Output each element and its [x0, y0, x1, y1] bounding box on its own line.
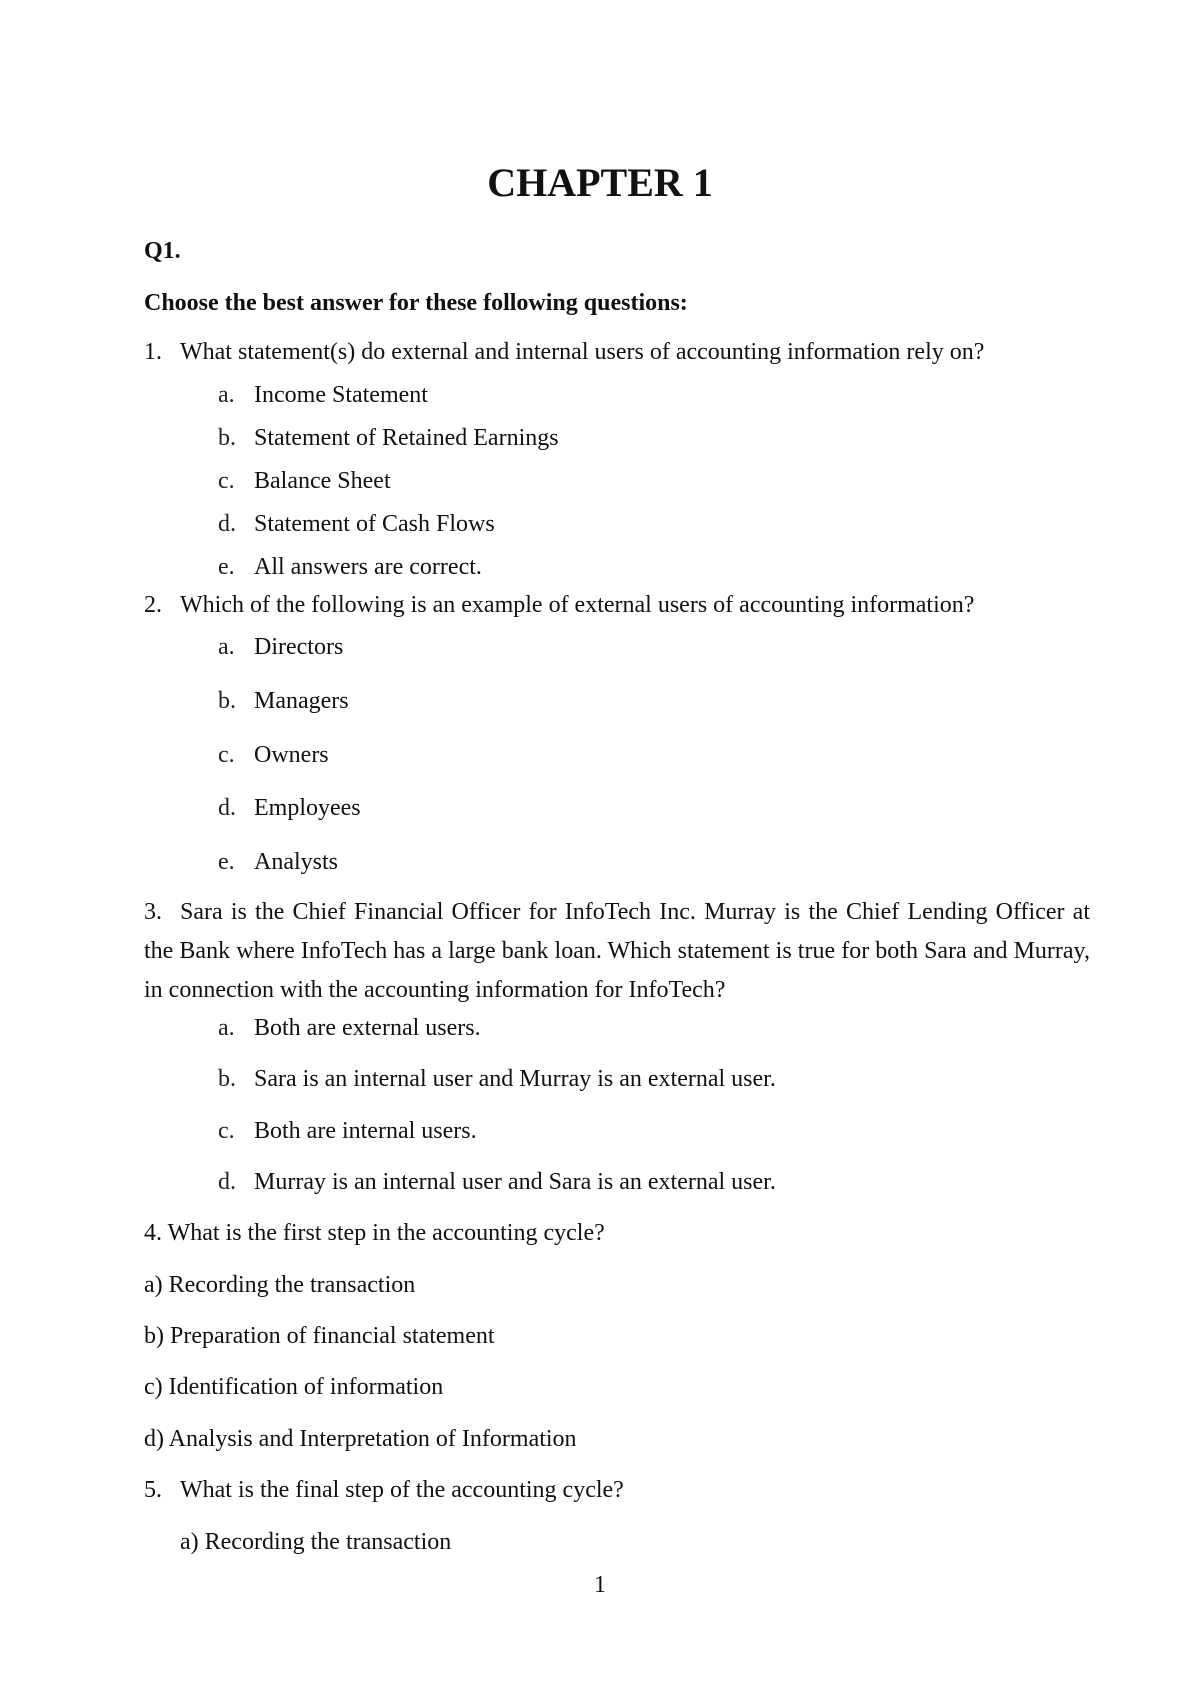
option-marker: b. — [218, 1066, 236, 1092]
option-text: Owners — [254, 742, 329, 768]
q2-option-a — [218, 632, 343, 662]
question-text: Sara is the Chief Financial Officer for InfoTech Inc. Murray is the Chief Lending Officer at the Bank where InfoTech has a large bank loan. Which statement is true for both Sara and Murray, in connection with the accounting information for InfoTech? — [144, 899, 1090, 1003]
option-marker: d. — [218, 1169, 236, 1195]
q3-option-c — [218, 1116, 477, 1146]
option-marker: a. — [218, 1015, 235, 1041]
option-marker: c. — [218, 742, 235, 768]
q2-option-b — [218, 686, 349, 716]
option-marker: a. — [218, 382, 235, 408]
section-label: Q1. — [144, 238, 181, 264]
option-marker: c. — [218, 1118, 235, 1144]
q5-option-a: a) Recording the transaction — [180, 1529, 452, 1555]
option-text: Income Statement — [254, 382, 428, 408]
q1-option-e — [218, 552, 482, 582]
option-text: Managers — [254, 688, 349, 714]
option-marker: b. — [218, 688, 236, 714]
question-5 — [144, 1475, 624, 1505]
option-marker: c. — [218, 468, 235, 494]
q1-option-d — [218, 509, 495, 539]
question-text: Which of the following is an example of external users of accounting information? — [180, 592, 975, 618]
question-number: 2. — [144, 592, 162, 618]
chapter-title: CHAPTER 1 — [487, 160, 713, 205]
question-4: 4. What is the first step in the accounting cycle? — [144, 1220, 605, 1246]
question-number: 3. — [144, 899, 162, 925]
option-marker: a. — [218, 634, 235, 660]
question-number: 5. — [144, 1477, 162, 1503]
question-text: What is the final step of the accounting cycle? — [180, 1477, 624, 1503]
question-2 — [144, 590, 974, 620]
option-text: All answers are correct. — [254, 554, 482, 580]
option-text: Statement of Retained Earnings — [254, 425, 559, 451]
option-marker: b. — [218, 425, 236, 451]
option-text: Statement of Cash Flows — [254, 511, 495, 537]
q1-option-b — [218, 423, 559, 453]
q3-option-b — [218, 1064, 776, 1094]
question-text: What statement(s) do external and internal users of accounting information rely on? — [180, 339, 985, 365]
option-marker: d. — [218, 795, 236, 821]
q4-option-a: a) Recording the transaction — [144, 1272, 416, 1298]
q4-option-d: d) Analysis and Interpretation of Information — [144, 1426, 577, 1452]
instruction-text: Choose the best answer for these following questions: — [144, 290, 688, 316]
option-marker: e. — [218, 849, 235, 875]
option-text: Both are external users. — [254, 1015, 481, 1041]
option-text: Murray is an internal user and Sara is an external user. — [254, 1169, 776, 1195]
option-text: Analysts — [254, 849, 338, 875]
q3-option-a — [218, 1013, 481, 1043]
option-marker: d. — [218, 511, 236, 537]
q4-option-c: c) Identification of information — [144, 1374, 444, 1400]
option-marker: e. — [218, 554, 235, 580]
question-number: 1. — [144, 339, 162, 365]
q4-option-b: b) Preparation of financial statement — [144, 1323, 495, 1349]
page-number: 1 — [594, 1572, 606, 1598]
q1-option-c — [218, 466, 391, 496]
question-1 — [144, 337, 984, 367]
q3-option-d — [218, 1167, 776, 1197]
question-3 — [144, 893, 1090, 1010]
q2-option-c — [218, 740, 329, 770]
option-text: Directors — [254, 634, 344, 660]
q2-option-d — [218, 793, 361, 823]
option-text: Employees — [254, 795, 361, 821]
q2-option-e — [218, 847, 338, 877]
q1-option-a — [218, 380, 428, 410]
option-text: Balance Sheet — [254, 468, 391, 494]
option-text: Both are internal users. — [254, 1118, 477, 1144]
option-text: Sara is an internal user and Murray is an external user. — [254, 1066, 776, 1092]
